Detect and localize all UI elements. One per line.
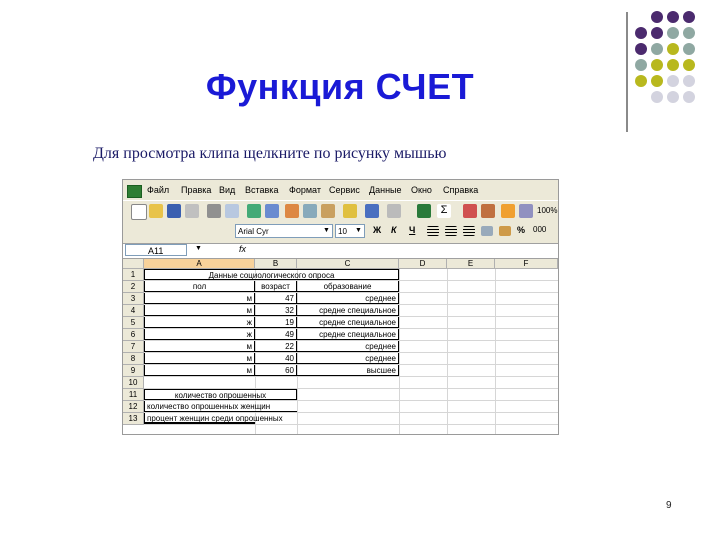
italic-button[interactable]: К	[391, 225, 397, 235]
gridline	[144, 424, 558, 425]
print-icon[interactable]	[207, 204, 221, 218]
decorative-dot	[667, 27, 679, 39]
decorative-dot	[651, 59, 663, 71]
column-header-d[interactable]: D	[399, 259, 447, 269]
cell-c4[interactable]: средне специальное	[297, 305, 399, 316]
thousands-button[interactable]: 000	[533, 225, 547, 234]
cell-c3[interactable]: среднее	[297, 293, 399, 304]
zoom-box[interactable]: 100%	[537, 206, 558, 215]
decorative-dot	[635, 75, 647, 87]
decorative-dot	[667, 59, 679, 71]
font-size-select[interactable]	[335, 224, 365, 238]
row-header-12[interactable]: 12	[123, 401, 144, 413]
cell-b6[interactable]: 49	[255, 329, 297, 340]
font-size-value: 10	[338, 227, 347, 236]
column-header-e[interactable]: E	[447, 259, 495, 269]
cell-a4[interactable]: м	[144, 305, 255, 316]
menu-window[interactable]: Окно	[411, 185, 432, 195]
cell-c5[interactable]: средне специальное	[297, 317, 399, 328]
decorative-dot	[651, 27, 663, 39]
decorative-dot	[651, 75, 663, 87]
cell-c8[interactable]: среднее	[297, 353, 399, 364]
decorative-dot	[683, 59, 695, 71]
excel-app-icon	[127, 185, 142, 198]
cut-icon[interactable]	[285, 204, 299, 218]
column-header-c[interactable]: C	[297, 259, 399, 269]
menu-edit[interactable]: Правка	[181, 185, 212, 195]
row-header-1[interactable]: 1	[123, 269, 144, 281]
permission-icon[interactable]	[185, 204, 199, 218]
cell-a1[interactable]: Данные социологического опроса	[144, 269, 399, 280]
row-header-13[interactable]: 13	[123, 413, 144, 425]
decorative-divider	[626, 12, 628, 132]
excel-clip-image[interactable]	[122, 179, 559, 435]
decorative-dot	[635, 43, 647, 55]
decorative-dot	[667, 91, 679, 103]
cell-a12[interactable]: количество опрошенных женщин	[144, 401, 297, 412]
format-painter-icon[interactable]	[343, 204, 357, 218]
paste-icon[interactable]	[321, 204, 335, 218]
column-header-b[interactable]: B	[255, 259, 297, 269]
decorative-dot	[683, 43, 695, 55]
row-header-4[interactable]: 4	[123, 305, 144, 317]
drawing-icon[interactable]	[519, 204, 533, 218]
gridline	[144, 376, 558, 377]
chart-wizard-icon[interactable]	[501, 204, 515, 218]
menu-tools[interactable]: Сервис	[329, 185, 360, 195]
cell-c6[interactable]: средне специальное	[297, 329, 399, 340]
menu-data[interactable]: Данные	[369, 185, 402, 195]
menu-format[interactable]: Формат	[289, 185, 321, 195]
row-header-9[interactable]: 9	[123, 365, 144, 377]
row-header-2[interactable]: 2	[123, 281, 144, 293]
chevron-down-icon[interactable]: ▼	[195, 245, 202, 252]
decorative-dot	[683, 75, 695, 87]
new-icon[interactable]	[131, 204, 147, 220]
decorative-dot	[667, 11, 679, 23]
cell-a5[interactable]: ж	[144, 317, 255, 328]
copy-icon[interactable]	[303, 204, 317, 218]
font-name-select[interactable]	[235, 224, 333, 238]
open-icon[interactable]	[149, 204, 163, 218]
percent-button[interactable]: %	[517, 225, 526, 235]
sort-descending-icon[interactable]	[481, 204, 495, 218]
cell-b9[interactable]: 60	[255, 365, 297, 376]
decorative-dot	[683, 11, 695, 23]
decorative-dot	[667, 75, 679, 87]
hyperlink-icon[interactable]	[417, 204, 431, 218]
column-header-a[interactable]: A	[144, 259, 255, 269]
column-header-f[interactable]: F	[495, 259, 558, 269]
spelling-icon[interactable]	[247, 204, 261, 218]
formatting-toolbar	[123, 222, 558, 242]
chevron-down-icon: ▼	[355, 227, 362, 234]
decorative-dot	[635, 59, 647, 71]
decorative-dot	[651, 91, 663, 103]
select-all-corner[interactable]	[123, 259, 144, 269]
spreadsheet-grid[interactable]	[123, 259, 558, 434]
cell-b8[interactable]: 40	[255, 353, 297, 364]
cell-b3[interactable]: 47	[255, 293, 297, 304]
row-header-10[interactable]: 10	[123, 377, 144, 389]
align-center-icon[interactable]	[445, 226, 457, 236]
cell-a7[interactable]: м	[144, 341, 255, 352]
cell-c2[interactable]: образование	[297, 281, 399, 292]
cell-c7[interactable]: среднее	[297, 341, 399, 352]
name-box[interactable]	[125, 244, 187, 256]
formula-bar	[123, 243, 558, 259]
decorative-dot	[651, 11, 663, 23]
cell-a13[interactable]: процент женщин среди опрошенных	[144, 413, 255, 424]
cell-a2[interactable]: пол	[144, 281, 255, 292]
menu-view[interactable]: Вид	[219, 185, 236, 195]
cell-a6[interactable]: ж	[144, 329, 255, 340]
cell-b7[interactable]: 22	[255, 341, 297, 352]
menu-file[interactable]: Файл	[147, 185, 170, 195]
merge-center-icon[interactable]	[481, 226, 493, 236]
decorative-dot	[651, 43, 663, 55]
menu-insert[interactable]: Вставка	[245, 185, 279, 195]
sort-ascending-icon[interactable]	[463, 204, 477, 218]
fx-icon[interactable]: fx	[239, 244, 247, 254]
slide-subtitle: Для просмотра клипа щелкните по рисунку мышью	[93, 145, 447, 162]
bold-button[interactable]: Ж	[373, 225, 382, 235]
decorative-dot	[667, 43, 679, 55]
cell-c9[interactable]: высшее	[297, 365, 399, 376]
menu-help[interactable]: Справка	[443, 185, 479, 195]
chevron-down-icon: ▼	[323, 227, 330, 234]
row-header-5[interactable]: 5	[123, 317, 144, 329]
currency-icon[interactable]	[499, 226, 511, 236]
undo-icon[interactable]	[365, 204, 379, 218]
cell-b2[interactable]: возраст	[255, 281, 297, 292]
cell-b4[interactable]: 32	[255, 305, 297, 316]
row-header-11[interactable]: 11	[123, 389, 144, 401]
row-header-3[interactable]: 3	[123, 293, 144, 305]
row-header-6[interactable]: 6	[123, 329, 144, 341]
row-header-8[interactable]: 8	[123, 353, 144, 365]
excel-menubar	[123, 182, 558, 199]
cell-a11[interactable]: количество опрошенных	[144, 389, 297, 400]
cell-a9[interactable]: м	[144, 365, 255, 376]
save-icon[interactable]	[167, 204, 181, 218]
decorative-dot	[683, 27, 695, 39]
cell-b5[interactable]: 19	[255, 317, 297, 328]
font-name-value: Arial Cyr	[238, 227, 269, 236]
decorative-dot	[635, 27, 647, 39]
standard-toolbar	[123, 200, 558, 223]
align-left-icon[interactable]	[427, 226, 439, 236]
decorative-dot	[683, 91, 695, 103]
name-box-value: A11	[148, 246, 164, 256]
autosum-icon[interactable]: Σ	[437, 204, 451, 218]
research-icon[interactable]	[265, 204, 279, 218]
print-preview-icon[interactable]	[225, 204, 239, 218]
underline-button[interactable]: Ч	[409, 225, 416, 235]
page-number: 9	[666, 500, 672, 511]
decorative-dot-grid	[635, 11, 715, 121]
align-right-icon[interactable]	[463, 226, 475, 236]
redo-icon[interactable]	[387, 204, 401, 218]
cell-a8[interactable]: м	[144, 353, 255, 364]
row-header-7[interactable]: 7	[123, 341, 144, 353]
slide-title: Функция СЧЕТ	[205, 66, 475, 107]
cell-a3[interactable]: м	[144, 293, 255, 304]
